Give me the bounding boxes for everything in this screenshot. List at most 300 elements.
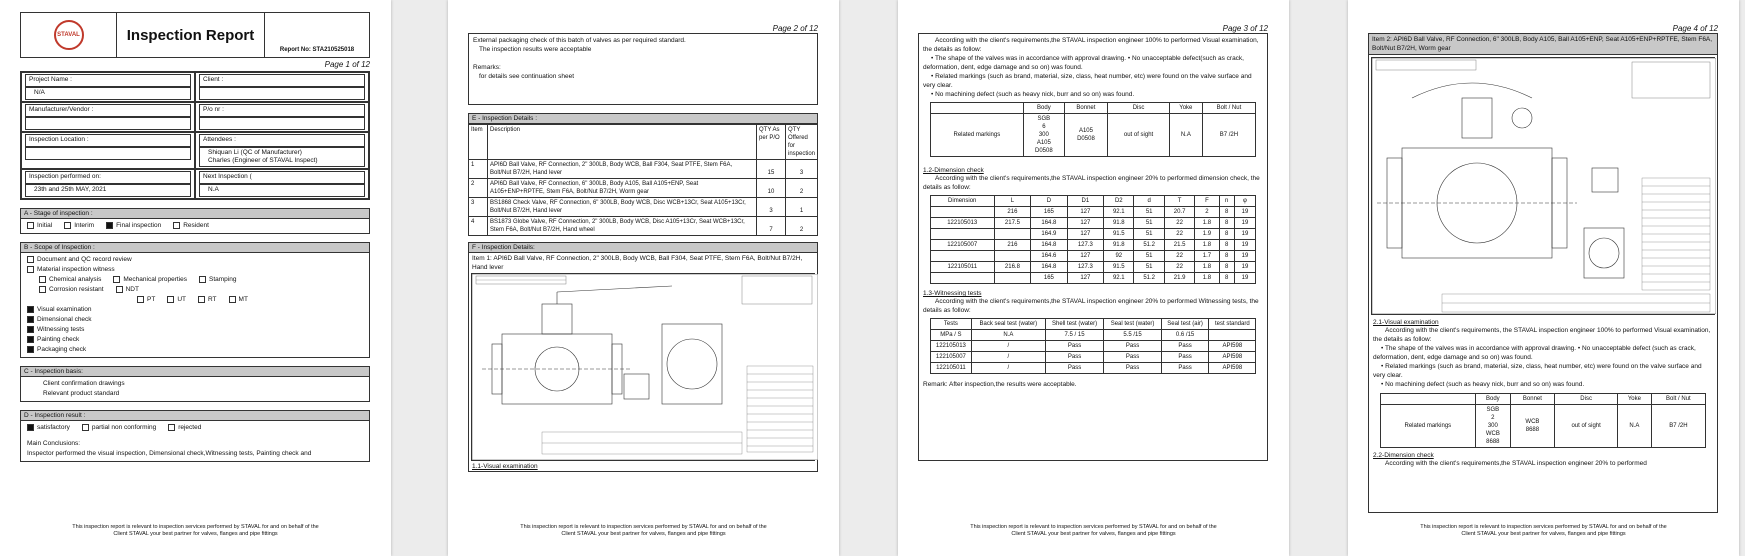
result-options — [27, 423, 363, 433]
info-field — [195, 132, 369, 169]
table-cell: 1.8 — [1195, 273, 1219, 284]
table-row — [930, 218, 1255, 229]
table-cell: 127.3 — [1067, 240, 1103, 251]
table-cell: Pass — [1104, 363, 1161, 374]
field-value: Shiquan Li (QC of Manufacturer) Charles (Engineer of STAVAL Inspect) — [199, 147, 365, 167]
scope-row — [27, 325, 363, 335]
table-cell: Pass — [1104, 352, 1161, 363]
table-cell: N.A — [971, 330, 1045, 341]
column-header: Body — [1475, 394, 1510, 405]
item-description: Item 1: API6D Ball Valve, RF Connection, 2" 300LB, Body WCB, Ball F304, Seat PTFE, Stem F6A, Bolt/Nut B7/2H, Hand lever — [472, 255, 803, 271]
column-header: Disc — [1108, 103, 1170, 114]
column-header — [1380, 394, 1475, 405]
table-cell: 19 — [1234, 218, 1255, 229]
table-cell: 122105007 — [930, 240, 994, 251]
checkbox-label: MT — [238, 296, 248, 303]
table-cell: 1.8 — [1195, 240, 1219, 251]
stage-options — [21, 219, 369, 233]
scope-row — [27, 315, 363, 325]
scope-row — [27, 255, 363, 265]
table-cell: 21.5 — [1164, 240, 1194, 251]
field-value — [199, 117, 365, 130]
table-cell: 7.5 / 15 — [1045, 330, 1104, 341]
section-c — [20, 366, 370, 402]
page-number: Page 2 of 12 — [772, 24, 818, 33]
checkbox-icon — [113, 276, 120, 283]
table-cell: 8 — [1219, 262, 1234, 273]
table-cell: 20.7 — [1164, 207, 1194, 218]
checkbox-label: Visual examination — [37, 306, 92, 313]
table-cell: 8 — [1219, 251, 1234, 262]
report-page-4 — [1348, 0, 1739, 556]
section-c-heading: C - Inspection basis: — [21, 367, 369, 377]
table-cell — [930, 273, 994, 284]
info-field — [195, 102, 369, 132]
table-cell: BS1868 Check Valve, RF Connection, 6" 300LB, Body WCB, Disc WCB+13Cr, Seat A105+13Cr, Bolt/Nut B7/2H, Hand lever — [488, 198, 757, 217]
table-cell: 122105011 — [930, 262, 994, 273]
table-cell: 127 — [1067, 273, 1103, 284]
scope-row — [27, 265, 363, 275]
field-label: Inspection Location : — [25, 134, 191, 147]
section-d — [20, 410, 370, 462]
table-row — [930, 229, 1255, 240]
table-row — [930, 330, 1255, 341]
info-field — [21, 169, 195, 199]
checkbox-label: partial non conforming — [91, 424, 157, 431]
column-header: D — [1031, 196, 1067, 207]
table-row — [930, 262, 1255, 273]
basis-line: Client confirmation drawings — [43, 380, 125, 387]
witness-heading: 1.3-Witnessing tests — [923, 290, 982, 297]
column-header: Body — [1023, 103, 1064, 114]
table-cell: 3 — [756, 198, 785, 217]
report-header — [20, 12, 370, 58]
checkbox-label: Chemical analysis — [49, 276, 102, 283]
checkbox-icon — [198, 296, 205, 303]
table-cell: Pass — [1161, 341, 1209, 352]
scope-sub-row — [27, 285, 363, 295]
field-value — [199, 87, 365, 100]
inspection-details-table — [468, 124, 818, 236]
table-row — [930, 251, 1255, 262]
report-page-1 — [0, 0, 391, 556]
checkbox-icon — [27, 326, 34, 333]
table-row — [469, 179, 818, 198]
checkbox-icon — [27, 346, 34, 353]
section-a-heading: A - Stage of inspection : — [21, 209, 369, 219]
section-f-heading: F - Inspection Details: — [468, 242, 818, 253]
visual-exam-heading: 1.1-Visual examination — [472, 463, 538, 470]
scope-row — [27, 345, 363, 355]
info-field — [195, 72, 369, 102]
table-cell: 165 — [1031, 273, 1067, 284]
column-header — [930, 103, 1023, 114]
table-cell: 19 — [1234, 207, 1255, 218]
report-number: Report No: STA210525018 — [279, 47, 355, 53]
column-header: Item — [469, 125, 488, 160]
checkbox-icon — [116, 286, 123, 293]
checkbox-option — [39, 285, 104, 295]
field-value — [25, 147, 191, 160]
checkbox-label: Painting check — [37, 336, 80, 343]
checkbox-icon — [27, 424, 34, 431]
table-cell: / — [971, 352, 1045, 363]
table-cell: 91.8 — [1104, 240, 1134, 251]
checkbox-option — [82, 423, 156, 433]
info-field — [21, 72, 195, 102]
page-footer: This inspection report is relevant to inspection services performed by STAVAL for and on behalf of the Client STAVAL your best partner for valves, flanges and pipe fittings — [1420, 524, 1667, 537]
checkbox-label: satisfactory — [37, 424, 70, 431]
basis-line: Relevant product standard — [43, 390, 120, 397]
field-value — [25, 117, 191, 130]
table-cell: 8 — [1219, 207, 1234, 218]
column-header: φ — [1234, 196, 1255, 207]
checkbox-label: PT — [147, 296, 156, 303]
table-cell: 22 — [1164, 229, 1194, 240]
table-cell: 92 — [1104, 251, 1134, 262]
table-cell: 51.2 — [1134, 273, 1164, 284]
table-cell: 8 — [1219, 240, 1234, 251]
table-cell: 3 — [785, 160, 817, 179]
table-cell: / — [971, 363, 1045, 374]
checkbox-option — [106, 221, 161, 231]
column-header: QTY As per P/O — [756, 125, 785, 160]
checkbox-icon — [168, 424, 175, 431]
checkbox-label: rejected — [178, 424, 202, 431]
checkbox-icon — [106, 222, 113, 229]
table-cell — [1209, 330, 1256, 341]
info-field — [21, 132, 195, 169]
section-b-heading: B - Scope of Inspection : — [21, 243, 369, 253]
table-cell: 91.5 — [1104, 229, 1134, 240]
checkbox-label: Stamping — [208, 276, 237, 283]
field-value: 23th and 25th MAY, 2021 — [25, 184, 191, 197]
column-header: Dimension — [930, 196, 994, 207]
info-field — [195, 169, 369, 199]
checkbox-option — [116, 285, 139, 295]
table-cell: 19 — [1234, 229, 1255, 240]
table-cell — [930, 229, 994, 240]
checkbox-option — [199, 275, 236, 285]
field-value: N.A — [199, 184, 365, 197]
table-cell: 216 — [994, 207, 1030, 218]
table-cell: 5.5 /15 — [1104, 330, 1161, 341]
table-cell: API6D Ball Valve, RF Connection, 6" 300LB, Body A105, Ball A105+ENP, Seat A105+ENP+RPTFE, Stem F6A, Bolt/Nut B7/2H, Worm gear — [488, 179, 757, 198]
table-cell: 19 — [1234, 262, 1255, 273]
checkbox-label: Final inspection — [116, 222, 162, 229]
table-cell — [930, 207, 994, 218]
checkbox-option — [27, 326, 84, 333]
table-cell: 122105013 — [930, 218, 994, 229]
table-cell: 164.6 — [1031, 251, 1067, 262]
staval-logo: STAVAL — [21, 13, 117, 57]
table-cell: 19 — [1234, 240, 1255, 251]
section-a — [20, 208, 370, 234]
table-cell: 165 — [1031, 207, 1067, 218]
conclusions-label: Main Conclusions: — [27, 440, 81, 447]
worm-gear-valve-drawing — [1372, 58, 1716, 314]
valve-drawing — [1371, 57, 1715, 315]
table-cell: 22 — [1164, 262, 1194, 273]
page4-content: Item 2: API6D Ball Valve, RF Connection, 6" 300LB, Body A105, Ball A105+ENP, Seat A105+ENP+RPTFE, Stem F6A, Bolt/Nut B7/2H, Worm gear 2.1-Visual examination According with the client's requirements, the STAVAL inspection engineer 100% to performed Visual examination, the details as follow: • The shape of the valves was in accordance with approval drawing. • No unacceptable defect (such as crack, deformation, dent, edge damage and so on) was found. • Related markings (such as brand, material, size, class, heat number, etc) were found on the valve surface and very clear. • No machining defect (such as heavy nick, burr and so on) was found. Body Bonnet Disc Yoke Bolt / Nut Related markings SGB 2 300 WCB 8688 WCB 8688 out of sight N.A B7 /2H 2.2-Dimension check According with the client's requirements,the STAVAL inspection engineer 20% to performed — [1368, 33, 1718, 513]
table-cell: 10 — [756, 179, 785, 198]
table-cell: 4 — [469, 217, 488, 236]
page-number: Page 3 of 12 — [1222, 24, 1268, 33]
checkbox-icon — [173, 222, 180, 229]
report-page-2 — [448, 0, 839, 556]
table-row — [930, 240, 1255, 251]
checkbox-label: Packaging check — [37, 346, 87, 353]
table-cell: 51 — [1134, 218, 1164, 229]
checkbox-label: NDT — [125, 286, 139, 293]
table-cell: 22 — [1164, 251, 1194, 262]
checkbox-label: Corrosion resistant — [49, 286, 104, 293]
checkbox-option — [137, 295, 155, 305]
table-cell: 1.8 — [1195, 218, 1219, 229]
table-cell: 51.2 — [1134, 240, 1164, 251]
column-header: Bolt / Nut — [1202, 103, 1256, 114]
checkbox-option — [27, 316, 92, 323]
item-description: Item 2: API6D Ball Valve, RF Connection, 6" 300LB, Body A105, Ball A105+ENP, Seat A105+ENP+RPTFE, Stem F6A, Bolt/Nut B7/2H, Worm gear — [1372, 36, 1713, 52]
conclusions-text: Inspector performed the visual inspection, Dimensional check,Witnessing tests, Painting check and — [27, 450, 312, 457]
witness-table — [930, 318, 1256, 374]
checkbox-label: Dimensional check — [37, 316, 92, 323]
checkbox-icon — [27, 256, 34, 263]
scope-row — [27, 305, 363, 315]
table-cell: BS1873 Globe Valve, RF Connection, 2" 300LB, Body WCB, Disc A105+13Cr, Seat WCB+13Cr, Stem F6A, Bolt/Nut B7/2H, Hand wheel — [488, 217, 757, 236]
checkbox-option — [173, 221, 209, 231]
table-cell: 15 — [756, 160, 785, 179]
column-header: n — [1219, 196, 1234, 207]
column-header: Bonnet — [1510, 394, 1554, 405]
table-cell: 7 — [756, 217, 785, 236]
table-row — [930, 273, 1255, 284]
column-header: Tests — [930, 319, 971, 330]
table-cell: 2 — [469, 179, 488, 198]
field-label: Inspection performed on: — [25, 171, 191, 184]
checkbox-icon — [137, 296, 144, 303]
table-cell — [930, 251, 994, 262]
column-header: Yoke — [1170, 103, 1203, 114]
table-cell: 164.8 — [1031, 240, 1067, 251]
field-label: Attendees : — [199, 134, 365, 147]
column-header: Description — [488, 125, 757, 160]
field-label: Next Inspection ( — [199, 171, 365, 184]
checkbox-option — [113, 275, 187, 285]
checkbox-label: Material inspection witness — [37, 266, 115, 273]
section-d-heading: D - Inspection result : — [21, 411, 369, 421]
table-cell: 3 — [469, 198, 488, 217]
table-cell: 122105013 — [930, 341, 971, 352]
remark: Remark: After inspection,the results were acceptable. — [923, 381, 1077, 388]
table-cell: 216 — [994, 240, 1030, 251]
checkbox-icon — [39, 286, 46, 293]
table-cell: 2 — [1195, 207, 1219, 218]
column-header: F — [1195, 196, 1219, 207]
table-cell: 127.3 — [1067, 262, 1103, 273]
dimension-table — [930, 195, 1256, 284]
table-cell: 51 — [1134, 251, 1164, 262]
field-label: P/o nr : — [199, 104, 365, 117]
table-cell — [994, 273, 1030, 284]
table-cell: 8 — [1219, 273, 1234, 284]
column-header: Bonnet — [1064, 103, 1107, 114]
table-cell: Pass — [1045, 352, 1104, 363]
table-cell: 164.8 — [1031, 218, 1067, 229]
table-row — [469, 160, 818, 179]
checkbox-label: Document and QC record review — [37, 256, 132, 263]
checkbox-label: UT — [177, 296, 186, 303]
table-cell: 2 — [785, 217, 817, 236]
checkbox-option — [198, 295, 217, 305]
field-value: N/A — [25, 87, 191, 100]
checkbox-icon — [27, 306, 34, 313]
table-cell: 127 — [1067, 218, 1103, 229]
table-cell: 127 — [1067, 229, 1103, 240]
column-header: Shell test (water) — [1045, 319, 1104, 330]
page-number: Page 4 of 12 — [1672, 24, 1718, 33]
table-cell: Pass — [1045, 341, 1104, 352]
table-cell: 21.9 — [1164, 273, 1194, 284]
column-header: Bolt / Nut — [1651, 394, 1706, 405]
table-cell: API598 — [1209, 341, 1256, 352]
table-cell: API598 — [1209, 352, 1256, 363]
ball-valve-drawing — [472, 274, 818, 460]
checkbox-icon — [27, 222, 34, 229]
markings-table: Body Bonnet Disc Yoke Bolt / Nut Related markings SGB 2 300 WCB 8688 WCB 8688 out of sight N.A B7 /2H — [1380, 393, 1706, 448]
table-cell: API598 — [1209, 363, 1256, 374]
column-header: Seal test (air) — [1161, 319, 1209, 330]
scope-sub-row — [27, 275, 363, 285]
page-number: Page 1 of 12 — [324, 60, 370, 69]
table-cell: 127 — [1067, 207, 1103, 218]
field-label: Manufacturer/Vendor : — [25, 104, 191, 117]
checkbox-label: Witnessing tests — [37, 326, 85, 333]
table-cell: 1 — [469, 160, 488, 179]
column-header: test standard — [1209, 319, 1256, 330]
table-cell: Pass — [1161, 352, 1209, 363]
table-row — [469, 217, 818, 236]
table-cell: 1 — [785, 198, 817, 217]
section-b — [20, 242, 370, 358]
info-field — [21, 102, 195, 132]
table-cell: 51 — [1134, 229, 1164, 240]
checkbox-option — [229, 295, 248, 305]
table-cell: 91.5 — [1104, 262, 1134, 273]
checkbox-label: RT — [207, 296, 217, 303]
table-cell: 51 — [1134, 207, 1164, 218]
scope-row — [27, 335, 363, 345]
checkbox-icon — [39, 276, 46, 283]
column-header: D2 — [1104, 196, 1134, 207]
table-cell: 19 — [1234, 251, 1255, 262]
checkbox-label: Interim — [74, 222, 95, 229]
page-footer: This inspection report is relevant to inspection services performed by STAVAL for and on behalf of the Client STAVAL your best partner for valves, flanges and pipe fittings — [520, 524, 767, 537]
table-cell: 1.9 — [1195, 229, 1219, 240]
markings-table: Body Bonnet Disc Yoke Bolt / Nut Related markings SGB 6 300 A105 D0508 A105 D0508 out of sight N.A B7 /2H — [930, 102, 1256, 157]
table-cell: 217.5 — [994, 218, 1030, 229]
valve-drawing — [471, 273, 815, 461]
checkbox-icon — [27, 266, 34, 273]
checkbox-option — [64, 221, 94, 231]
checkbox-icon — [27, 316, 34, 323]
column-header: D1 — [1067, 196, 1103, 207]
checkbox-option — [27, 306, 91, 313]
table-cell: Pass — [1161, 363, 1209, 374]
table-cell: 216.8 — [994, 262, 1030, 273]
table-cell: API6D Ball Valve, RF Connection, 2" 300LB, Body WCB, Ball F304, Seat PTFE, Stem F6A, Bolt/Nut B7/2H, Hand lever — [488, 160, 757, 179]
page-footer: This inspection report is relevant to inspection services performed by STAVAL for and on behalf of the Client STAVAL your best partner for valves, flanges and pipe fittings — [970, 524, 1217, 537]
table-cell: 92.1 — [1104, 207, 1134, 218]
project-info-grid — [20, 71, 370, 200]
column-header: Yoke — [1618, 394, 1651, 405]
scope-options — [21, 253, 369, 357]
table-cell: 0.6 /15 — [1161, 330, 1209, 341]
checkbox-icon — [167, 296, 174, 303]
checkbox-option — [27, 256, 132, 263]
checkbox-option — [27, 336, 79, 343]
checkbox-label: Initial — [37, 222, 53, 229]
table-cell: 122105007 — [930, 352, 971, 363]
table-row — [930, 207, 1255, 218]
checkbox-option — [168, 423, 201, 433]
table-cell: 1.7 — [1195, 251, 1219, 262]
table-row — [930, 363, 1255, 374]
table-cell: 164.8 — [1031, 262, 1067, 273]
table-cell: / — [971, 341, 1045, 352]
table-cell — [994, 251, 1030, 262]
table-cell: 22 — [1164, 218, 1194, 229]
table-cell: 92.1 — [1104, 273, 1134, 284]
section-e-heading: E - Inspection Details : — [468, 113, 818, 124]
column-header: Back seal test (water) — [971, 319, 1045, 330]
column-header: Disc — [1555, 394, 1618, 405]
table-row — [469, 198, 818, 217]
checkbox-icon — [64, 222, 71, 229]
table-cell: 51 — [1134, 262, 1164, 273]
intro-box: External packaging check of this batch of valves as per required standard. The inspection results were acceptable Remarks: for details see continuation sheet — [468, 33, 818, 105]
visual-exam-heading: 2.1-Visual examination — [1373, 319, 1439, 326]
page-footer: This inspection report is relevant to inspection services performed by STAVAL for and on behalf of the Client STAVAL your best partner for valves, flanges and pipe fittings — [72, 524, 319, 537]
page3-content: According with the client's requirements,the STAVAL inspection engineer 100% to performed Visual examination, the details as follow: • The shape of the valves was in accordance with approval drawing. • No unacceptable defect(such as crack, deformation, dent, edge damage and so on) was found. • Related markings (such as brand, material, size, class, heat number, etc) were found on the valve surface and very clear. • No machining defect (such as heavy nick, burr and so on) was found. Body Bonnet Disc Yoke Bolt / Nut Related markings SGB 6 300 A105 D0508 A105 D0508 out of sight N.A B7 /2H 1.2-Dimension check According with the client's requirements,the STAVAL inspection engineer 20% to performed dimension check, the details as follow: Dimension L D D1 D2 d T F n φ 216 165 127 92.1 51 20.7 2 8 19 122105013 217.5 164.8 127 91.8 51 22 1.8 8 19 164.9 127 91.5 51 22 1.9 8 19 122105007 216 164.8 127.3 91.8 51.2 21.5 1.8 8 19 164.6 127 92 51 22 1.7 8 19 122105011 216.8 164.8 127.3 91.5 51 22 1.8 8 19 165 127 92.1 51.2 21.9 1.8 8 19 1.3-Witnessing tests According with the client's requirements,the STAVAL inspection engineer 20% to performed Witnessing tests, the details as follow: Tests Back seal test (water) Shell test (water) Seal test (water) Seal test (air) test standard MPa / S N.A 7.5 / 15 5.5 /15 0.6 /15 122105013 / Pass Pass Pass API598 122105007 / Pass Pass Pass API598 122105011 / Pass Pass Pass API598 Remark: After inspection,the results were acceptable. — [918, 33, 1268, 461]
table-cell: 2 — [785, 179, 817, 198]
table-cell: Pass — [1045, 363, 1104, 374]
checkbox-icon — [27, 336, 34, 343]
table-cell: 122105011 — [930, 363, 971, 374]
table-row — [930, 341, 1255, 352]
checkbox-option — [27, 221, 52, 231]
checkbox-icon — [229, 296, 236, 303]
checkbox-label: Resident — [183, 222, 209, 229]
field-label: Client : — [199, 74, 365, 87]
report-page-3 — [898, 0, 1289, 556]
checkbox-icon — [82, 424, 89, 431]
table-cell: 8 — [1219, 229, 1234, 240]
checkbox-option — [27, 346, 86, 353]
column-header: d — [1134, 196, 1164, 207]
table-cell: 1.8 — [1195, 262, 1219, 273]
column-header: QTY Offered for inspection — [785, 125, 817, 160]
column-header: T — [1164, 196, 1194, 207]
dimension-heading: 1.2-Dimension check — [923, 167, 984, 174]
table-cell: 8 — [1219, 218, 1234, 229]
table-cell: MPa / S — [930, 330, 971, 341]
table-cell: 127 — [1067, 251, 1103, 262]
ndt-row — [27, 295, 363, 305]
table-cell: Pass — [1104, 341, 1161, 352]
checkbox-option — [39, 275, 101, 285]
table-cell — [994, 229, 1030, 240]
